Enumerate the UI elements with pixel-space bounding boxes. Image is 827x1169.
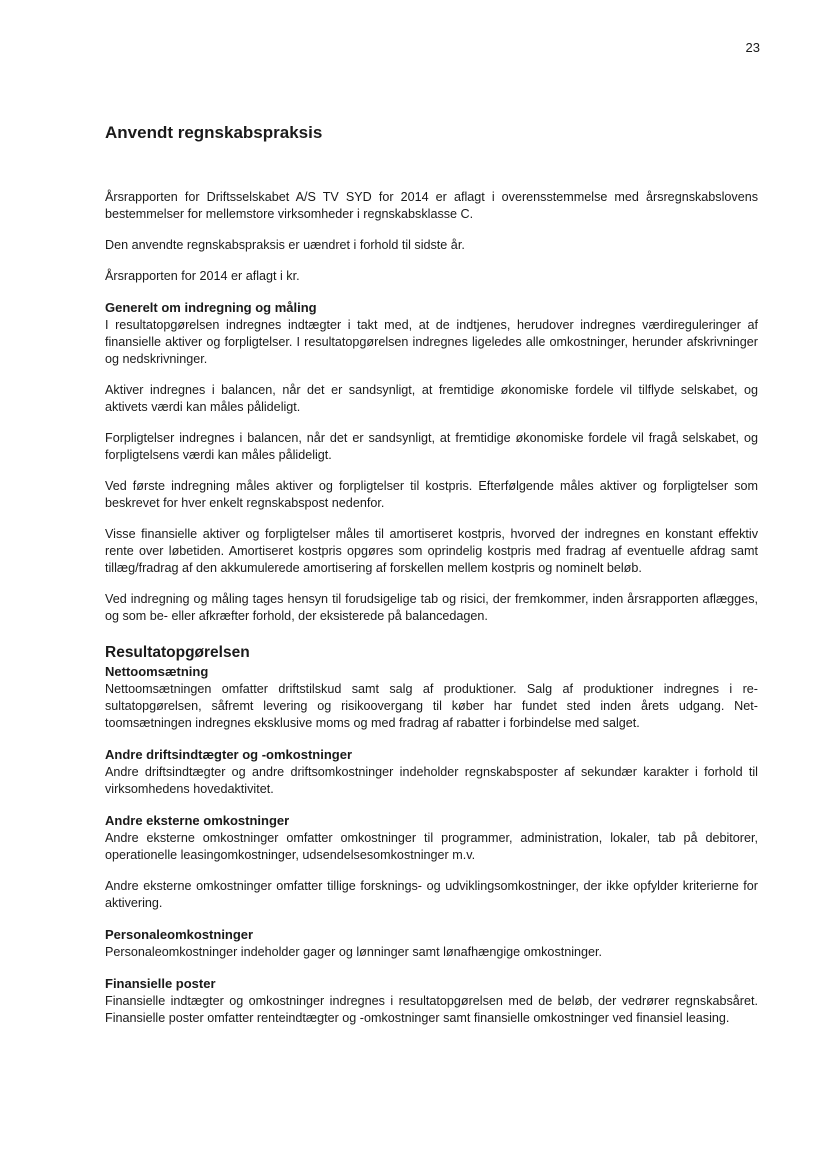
external-costs-paragraph-2: Andre eksterne omkostninger omfatter tillige forsknings- og udviklingsomkostninger, der ikke opfylder kriterierne for aktivering. <box>105 879 758 910</box>
staff-costs-paragraph: Personaleomkostninger indeholder gager og lønninger samt lønafhængige omkostninger. <box>105 945 603 959</box>
general-paragraph-6: Ved indregning og måling tages hensyn til forudsigelige tab og risici, der fremkommer, inden årsrapporten aflægges, og som be- eller afkræfter forhold, der eksisterede på balancedagen. <box>105 592 758 623</box>
financial-items-paragraph: Finansielle indtægter og omkostninger indregnes i resultatopgørelsen med de beløb, der vedrører regnskabsåret. Finansielle poster omfatter renteindtægter og -omkostninger samt finansielle omkostninger ved finansiel leasing. <box>105 994 758 1025</box>
subheading-external-costs: Andre eksterne omkostninger <box>105 813 290 828</box>
revenue-paragraph: Nettoomsætningen omfatter driftstilskud samt salg af produktioner. Salg af produktioner indregnes i resultatopgørelsen, såfremt levering og risikoovergang til køber har fundet sted inden årets udgang. Nettoomsætningen indregnes eksklusive moms og med fradrag af rabatter i forbindelse med salget. <box>105 682 758 730</box>
page-number: 23 <box>745 40 760 55</box>
general-paragraph-2: Aktiver indregnes i balancen, når det er sandsynligt, at fremtidige økonomiske fordele vil tilflyde selskabet, og aktivets værdi kan måles pålideligt. <box>105 383 758 414</box>
intro-paragraph-1: Årsrapporten for Driftsselskabet A/S TV SYD for 2014 er aflagt i overensstemmelse med årsregnskabslovens bestemmelser for mellemstore virksomheder i regnskabsklasse C. <box>105 190 758 221</box>
document-body <box>105 120 758 1027</box>
general-paragraph-4: Ved første indregning måles aktiver og forpligtelser til kostpris. Efterfølgende måles aktiver og forpligtelser som beskrevet for hver enkelt regnskabspost nedenfor. <box>105 479 758 510</box>
subheading-revenue: Nettoomsætning <box>105 664 209 679</box>
page-title: Anvendt regnskabspraksis <box>105 123 323 142</box>
intro-paragraph-3: Årsrapporten for 2014 er aflagt i kr. <box>105 269 300 283</box>
section-heading-general: Generelt om indregning og måling <box>105 300 317 315</box>
other-operating-paragraph: Andre driftsindtægter og andre driftsomkostninger indeholder regnskabsposter af sekundær karakter i forhold til virksomhedens hovedaktivitet. <box>105 765 758 796</box>
general-paragraph-1: I resultatopgørelsen indregnes indtægter i takt med, at de indtjenes, herudover indregnes værdireguleringer af finansielle aktiver og forpligtelser. I resultatopgørelsen indregnes ligeledes alle omkostninger, herunder afskrivninger og nedskrivninger. <box>105 318 758 366</box>
general-paragraph-3: Forpligtelser indregnes i balancen, når det er sandsynligt, at fremtidige økonomiske fordele vil fragå selskabet, og forpligtelsens værdi kan måles pålideligt. <box>105 431 758 462</box>
subheading-other-operating: Andre driftsindtægter og -omkostninger <box>105 747 352 762</box>
general-paragraph-5: Visse finansielle aktiver og forpligtelser måles til amortiseret kostpris, hvorved der indregnes en konstant effektiv rente over løbetiden. Amortiseret kostpris opgøres som oprindelig kostpris med fradrag af eventuelle afdrag samt tillæg/fradrag af den akkumulerede amortisering af forskellen mellem kostpris og nominelt beløb. <box>105 527 758 575</box>
subheading-financial-items: Finansielle poster <box>105 976 216 991</box>
external-costs-paragraph-1: Andre eksterne omkostninger omfatter omkostninger til programmer, administration, lokaler, tab på debitorer, operationelle leasingomkostninger, udsendelsesomkostninger m.v. <box>105 831 758 862</box>
section-heading-income-statement: Resultatopgørelsen <box>105 644 250 661</box>
subheading-staff-costs: Personaleomkostninger <box>105 927 254 942</box>
intro-paragraph-2: Den anvendte regnskabspraksis er uændret i forhold til sidste år. <box>105 238 465 252</box>
